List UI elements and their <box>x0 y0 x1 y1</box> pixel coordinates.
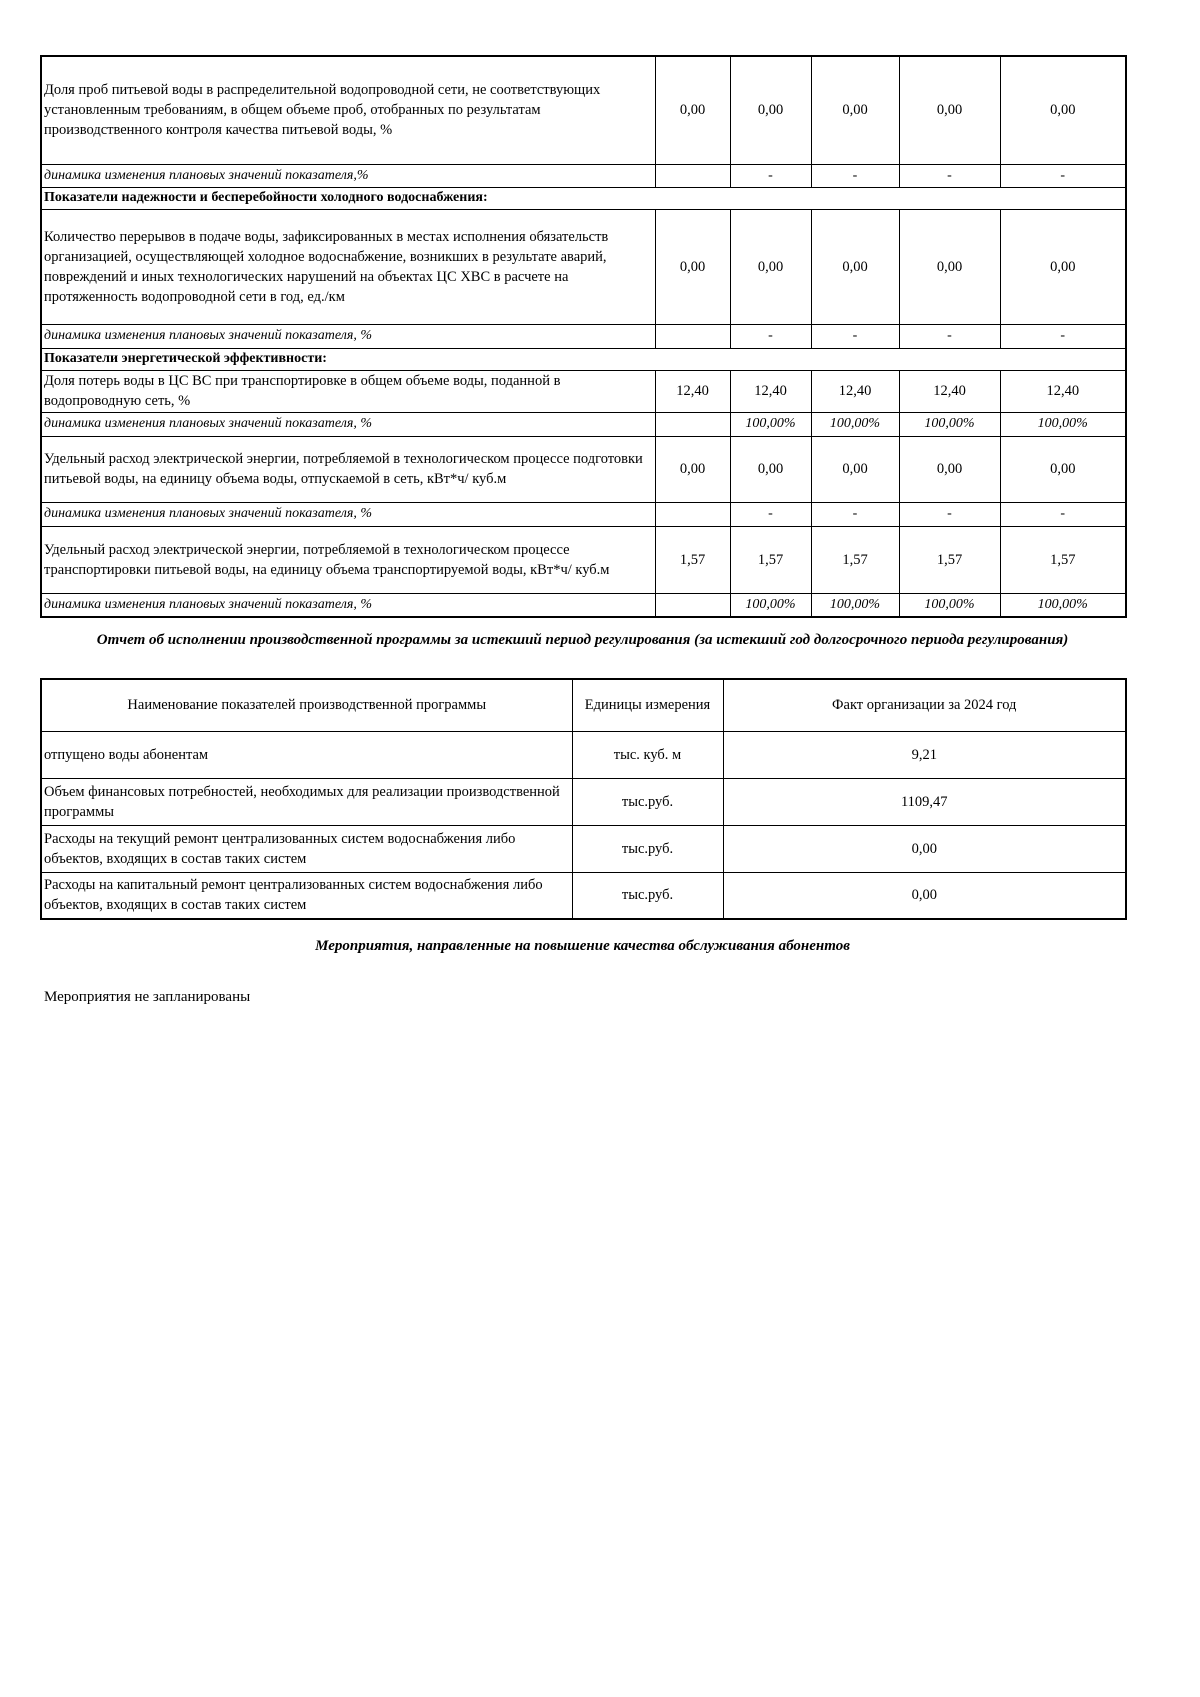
indicator-label: Удельный расход электрической энергии, потребляемой в технологическом процессе транспортировки питьевой воды, на единицу объема транспортируемой воды, кВт*ч/ куб.м <box>41 526 655 593</box>
value-cell: - <box>1000 502 1126 526</box>
indicator-label: Доля проб питьевой воды в распределительной водопроводной сети, не соответствующих установленным требованиям, в общем объеме проб, отобранных по результатам производственного контроля качества питьевой воды, % <box>41 56 655 164</box>
dynamics-row <box>41 164 1126 187</box>
value-cell: - <box>899 324 1000 348</box>
report-name: Объем финансовых потребностей, необходимых для реализации производственной программы <box>41 778 572 825</box>
value-cell: 0,00 <box>730 436 811 502</box>
indicator-row <box>41 56 1126 164</box>
header-fact: Факт организации за 2024 год <box>723 679 1126 731</box>
header-name: Наименование показателей производственной программы <box>41 679 572 731</box>
indicator-row <box>41 209 1126 324</box>
value-cell: 100,00% <box>899 593 1000 617</box>
report-row <box>41 872 1126 919</box>
value-cell <box>655 412 730 436</box>
value-cell: 12,40 <box>730 370 811 412</box>
dynamics-row <box>41 502 1126 526</box>
value-cell: - <box>730 502 811 526</box>
value-cell: 0,00 <box>1000 209 1126 324</box>
indicator-label: Удельный расход электрической энергии, потребляемой в технологическом процессе подготовки питьевой воды, на единицу объема воды, отпускаемой в сеть, кВт*ч/ куб.м <box>41 436 655 502</box>
value-cell: 0,00 <box>655 436 730 502</box>
report-fact: 1109,47 <box>723 778 1126 825</box>
section-header-row <box>41 187 1126 209</box>
value-cell: 12,40 <box>1000 370 1126 412</box>
value-cell: 100,00% <box>730 593 811 617</box>
value-cell: 0,00 <box>1000 436 1126 502</box>
value-cell: 0,00 <box>730 56 811 164</box>
report-unit: тыс.руб. <box>572 778 723 825</box>
value-cell: 100,00% <box>811 593 899 617</box>
value-cell: - <box>811 164 899 187</box>
value-cell: 100,00% <box>899 412 1000 436</box>
report-header-row <box>41 679 1126 731</box>
indicator-row <box>41 436 1126 502</box>
measures-note: Мероприятия не запланированы <box>44 989 251 1005</box>
report-unit: тыс.руб. <box>572 872 723 919</box>
value-cell: 100,00% <box>1000 412 1126 436</box>
report-unit: тыс. куб. м <box>572 731 723 778</box>
value-cell: 12,40 <box>655 370 730 412</box>
value-cell: 1,57 <box>1000 526 1126 593</box>
value-cell <box>655 324 730 348</box>
value-cell: - <box>730 164 811 187</box>
value-cell: 100,00% <box>811 412 899 436</box>
value-cell <box>655 593 730 617</box>
report-fact: 0,00 <box>723 825 1126 872</box>
value-cell <box>655 502 730 526</box>
value-cell: 0,00 <box>811 436 899 502</box>
value-cell: - <box>899 502 1000 526</box>
report-name: Расходы на текущий ремонт централизованных систем водоснабжения либо объектов, входящих в состав таких систем <box>41 825 572 872</box>
value-cell: 100,00% <box>730 412 811 436</box>
section-title: Показатели надежности и бесперебойности холодного водоснабжения: <box>41 187 1126 209</box>
report-table <box>40 678 1127 920</box>
section-header-row <box>41 348 1126 370</box>
value-cell: 0,00 <box>811 56 899 164</box>
value-cell: 12,40 <box>811 370 899 412</box>
report-fact: 0,00 <box>723 872 1126 919</box>
dynamics-row <box>41 412 1126 436</box>
header-unit: Единицы измерения <box>572 679 723 731</box>
report-row <box>41 825 1126 872</box>
value-cell: 0,00 <box>811 209 899 324</box>
value-cell: - <box>1000 324 1126 348</box>
value-cell: 0,00 <box>1000 56 1126 164</box>
value-cell: 0,00 <box>899 56 1000 164</box>
value-cell: - <box>811 324 899 348</box>
report-unit: тыс.руб. <box>572 825 723 872</box>
indicator-label: Доля потерь воды в ЦС ВС при транспортировке в общем объеме воды, поданной в водопроводную сеть, % <box>41 370 655 412</box>
value-cell: 1,57 <box>655 526 730 593</box>
value-cell: 0,00 <box>655 209 730 324</box>
indicators-table <box>40 55 1127 618</box>
report-fact: 9,21 <box>723 731 1126 778</box>
report-row <box>41 778 1126 825</box>
measures-title: Мероприятия, направленные на повышение качества обслуживания абонентов <box>315 938 850 954</box>
dynamics-label: динамика изменения плановых значений показателя, % <box>41 324 655 348</box>
report-row <box>41 731 1126 778</box>
dynamics-label: динамика изменения плановых значений показателя, % <box>41 593 655 617</box>
section-title: Показатели энергетической эффективности: <box>41 348 1126 370</box>
value-cell: - <box>811 502 899 526</box>
value-cell: 12,40 <box>899 370 1000 412</box>
value-cell: 0,00 <box>899 436 1000 502</box>
value-cell: 1,57 <box>811 526 899 593</box>
value-cell: 1,57 <box>730 526 811 593</box>
value-cell: 100,00% <box>1000 593 1126 617</box>
value-cell: 1,57 <box>899 526 1000 593</box>
value-cell: 0,00 <box>655 56 730 164</box>
indicator-row <box>41 526 1126 593</box>
value-cell <box>655 164 730 187</box>
dynamics-label: динамика изменения плановых значений показателя,% <box>41 164 655 187</box>
dynamics-label: динамика изменения плановых значений показателя, % <box>41 412 655 436</box>
value-cell: - <box>730 324 811 348</box>
indicator-row <box>41 370 1126 412</box>
indicator-label: Количество перерывов в подаче воды, зафиксированных в местах исполнения обязательств организацией, осуществляющей холодное водоснабжение, возникших в результате аварий, повреждений и иных технологических нарушений на объектах ЦС ХВС в расчете на протяженность водопроводной сети в год, ед./км <box>41 209 655 324</box>
dynamics-label: динамика изменения плановых значений показателя, % <box>41 502 655 526</box>
dynamics-row <box>41 593 1126 617</box>
report-name: Расходы на капитальный ремонт централизованных систем водоснабжения либо объектов, входящих в состав таких систем <box>41 872 572 919</box>
value-cell: 0,00 <box>899 209 1000 324</box>
report-title: Отчет об исполнении производственной программы за истекший период регулирования (за истекший год долгосрочного периода регулирования) <box>96 632 1069 648</box>
value-cell: 0,00 <box>730 209 811 324</box>
value-cell: - <box>899 164 1000 187</box>
report-name: отпущено воды абонентам <box>41 731 572 778</box>
value-cell: - <box>1000 164 1126 187</box>
dynamics-row <box>41 324 1126 348</box>
